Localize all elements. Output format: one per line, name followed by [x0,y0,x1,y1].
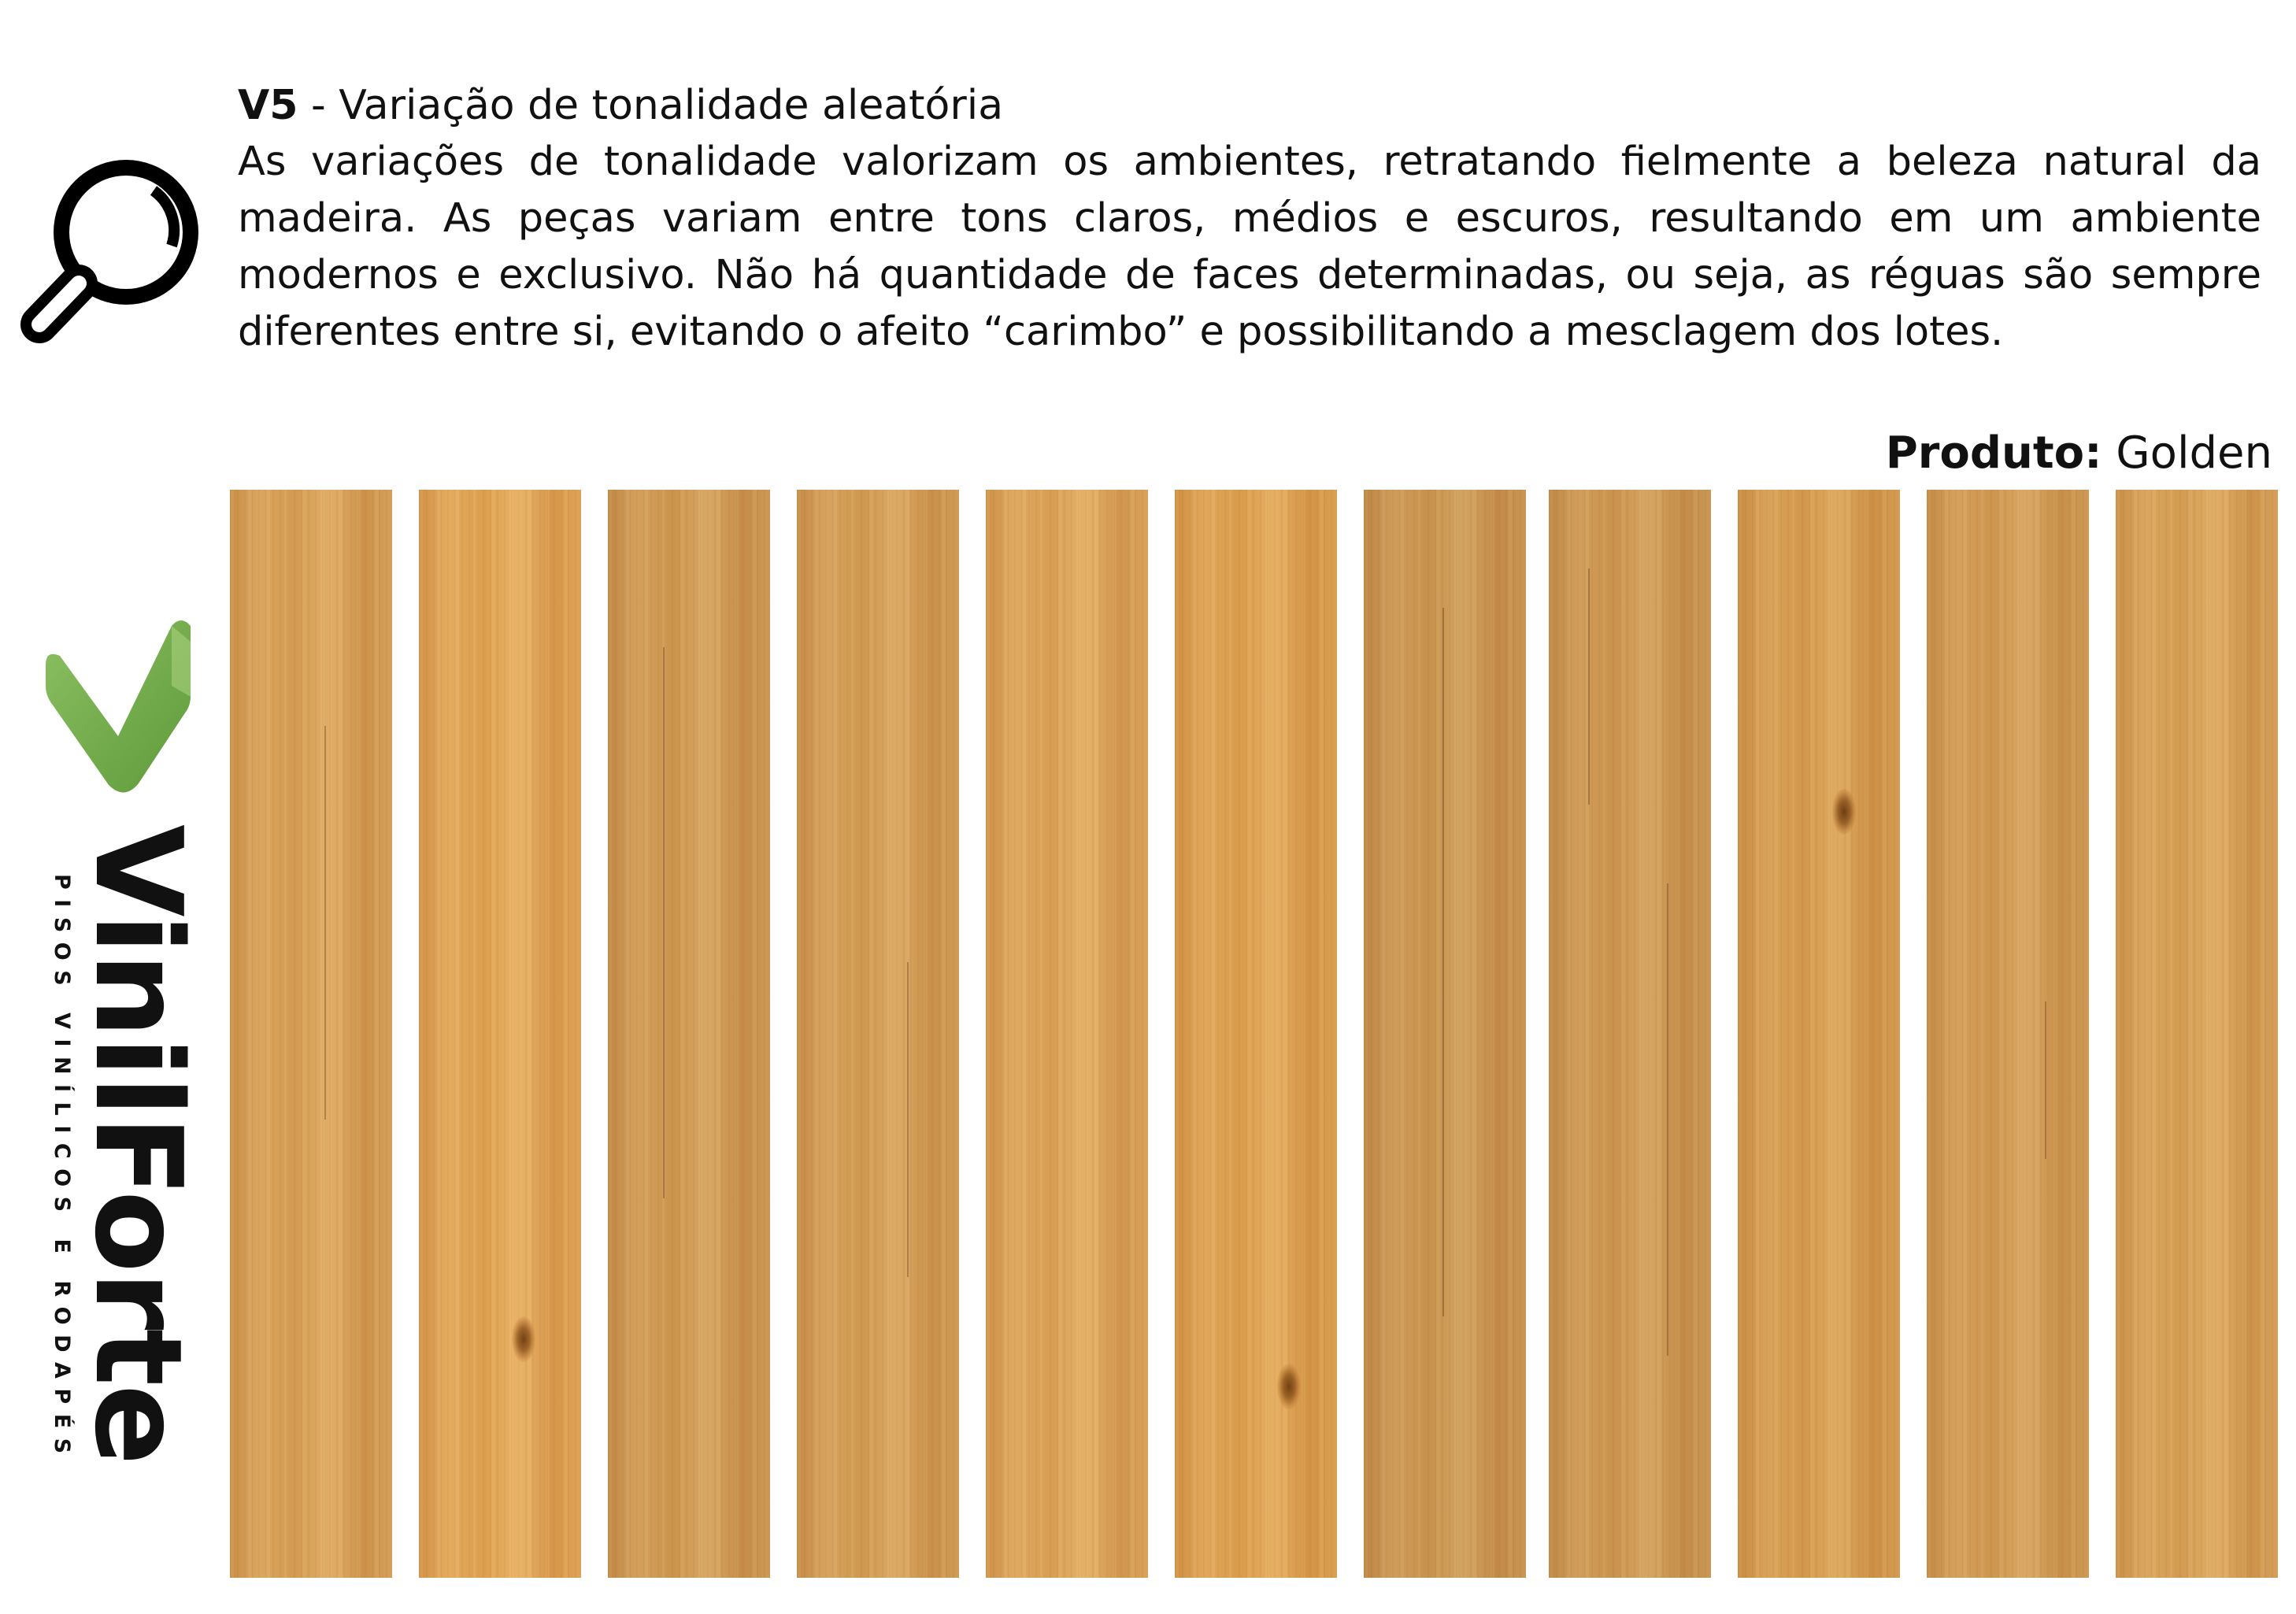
wood-plank [608,490,770,1578]
wood-plank [797,490,959,1578]
variation-description: As variações de tonalidade valorizam os ambientes, retratando fielmente a beleza natural da madeira. As peças variam entre tons claros, médios e escuros, resultando em um ambiente modernos e exclusivo. Não há quantidade de faces determinadas, ou seja, as réguas são sempre diferentes entre si, evitando o afeito “carimbo” e possibilitando a mesclagem dos lotes. [238,139,2261,355]
brand-logo-mark [46,618,192,799]
wood-plank [230,490,392,1578]
product-label: Produto: [1885,428,2102,479]
product-info [1886,425,2272,482]
variation-code: V5 [238,82,298,129]
variation-name: - Variação de tonalidade aleatória [298,82,1004,129]
brand-name-text: VinilForte [69,824,208,1464]
brand-tagline-text: PISOS VINÍLICOS E RODAPÉS [50,874,74,1464]
product-name: Golden [2102,428,2272,479]
wood-plank [2116,490,2278,1578]
wood-plank [1738,490,1900,1578]
search-icon [16,157,205,354]
brand-name [69,824,236,1464]
wood-plank [1175,490,1337,1578]
brand-tagline [47,874,79,1464]
wood-plank [1927,490,2089,1578]
wood-plank [419,490,581,1578]
wood-plank [986,490,1148,1578]
variation-title [238,77,2269,134]
wood-plank [1549,490,1711,1578]
wood-plank [1364,490,1526,1578]
